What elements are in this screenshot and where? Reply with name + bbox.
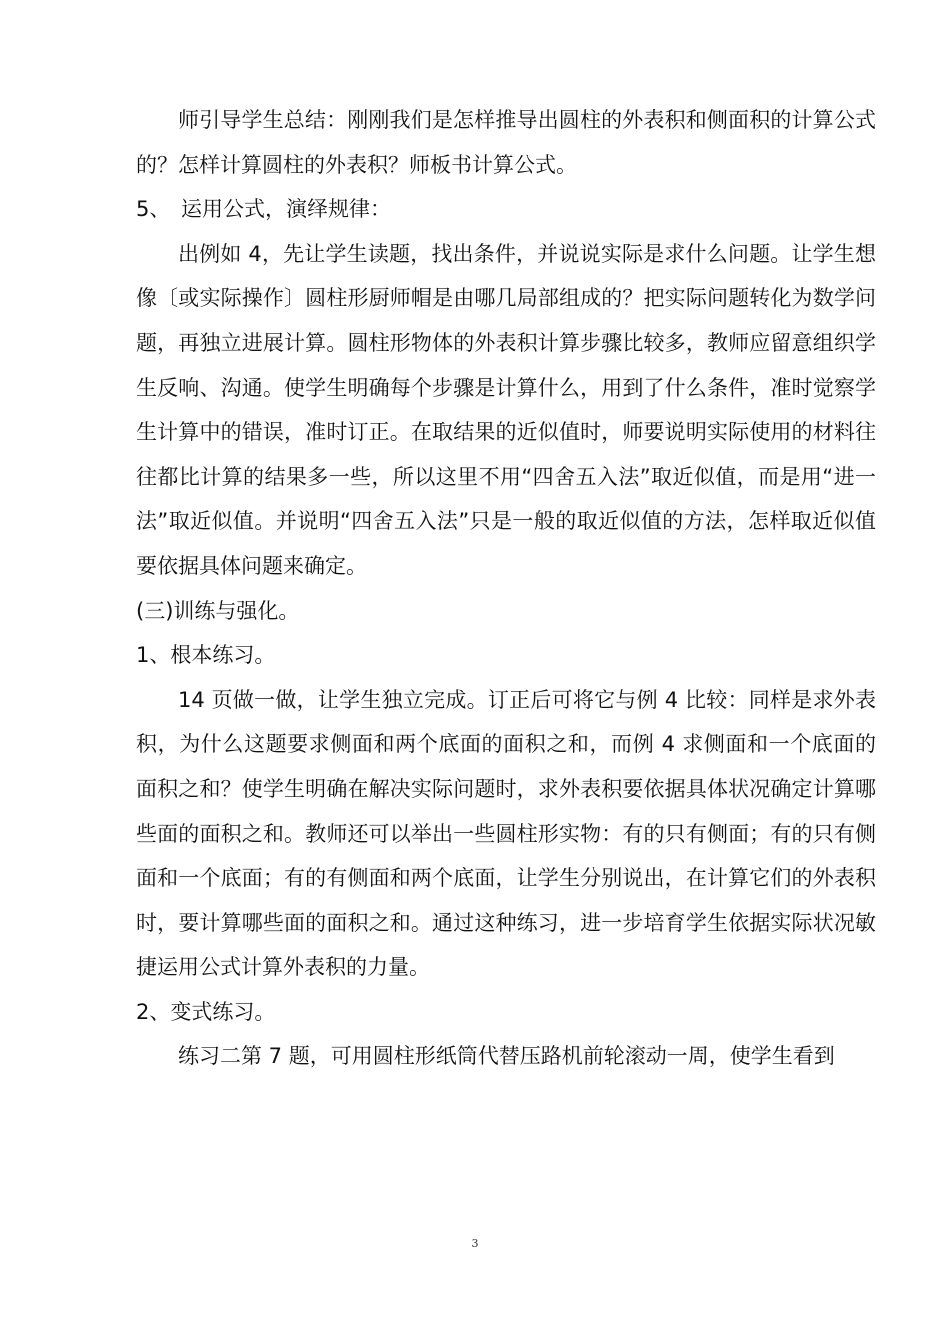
body-text <box>136 98 876 1079</box>
heading-section-3: (三)训练与强化。 <box>136 598 300 623</box>
step-title: 运用公式，演绎规律： <box>181 197 391 222</box>
step-number: 5、 <box>136 197 171 222</box>
page-number: 3 <box>471 1237 479 1250</box>
paragraph-summary: 师引导学生总结：刚刚我们是怎样推导出圆柱的外表积和侧面积的计算公式的？怎样计算圆柱的外表积？师板书计算公式。 <box>136 108 876 177</box>
heading-step-5 <box>136 187 876 232</box>
heading-variant-practice: 2、变式练习。 <box>136 999 276 1024</box>
heading-basic-practice: 1、根本练习。 <box>136 643 276 668</box>
paragraph-exercise-7: 练习二第 7 题，可用圆柱形纸筒代替压路机前轮滚动一周，使学生看到 <box>178 1044 835 1069</box>
paragraph-example-4: 出例如 4，先让学生读题，找出条件，并说说实际是求什么问题。让学生想像〔或实际操作〕圆柱形厨师帽是由哪几局部组成的？把实际问题转化为数学问题，再独立进展计算。圆柱形物体的外表积计算步骤比较多，教师应留意组织学生反响、沟通。使学生明确每个步骤是计算什么，用到了什么条件，准时觉察学生计算中的错误，准时订正。在取结果的近似值时，师要说明实际使用的材料往往都比计算的结果多一些，所以这里不用“四舍五入法”取近似值，而是用“进一法”取近似值。并说明“四舍五入法”只是一般的取近似值的方法，怎样取近似值要依据具体问题来确定。 <box>136 241 876 578</box>
paragraph-page-14: 14 页做一做，让学生独立完成。订正后可将它与例 4 比较：同样是求外表积，为什么这题要求侧面和两个底面的面积之和，而例 4 求侧面和一个底面的面积之和？使学生明确在解决实际问题时，求外表积要依据具体状况确定计算哪些面的面积之和。教师还可以举出一些圆柱形实物：有的只有侧面；有的只有侧面和一个底面；有的有侧面和两个底面，让学生分别说出，在计算它们的外表积时，要计算哪些面的面积之和。通过这种练习，进一步培育学生依据实际状况敏捷运用公式计算外表积的力量。 <box>136 687 876 980</box>
